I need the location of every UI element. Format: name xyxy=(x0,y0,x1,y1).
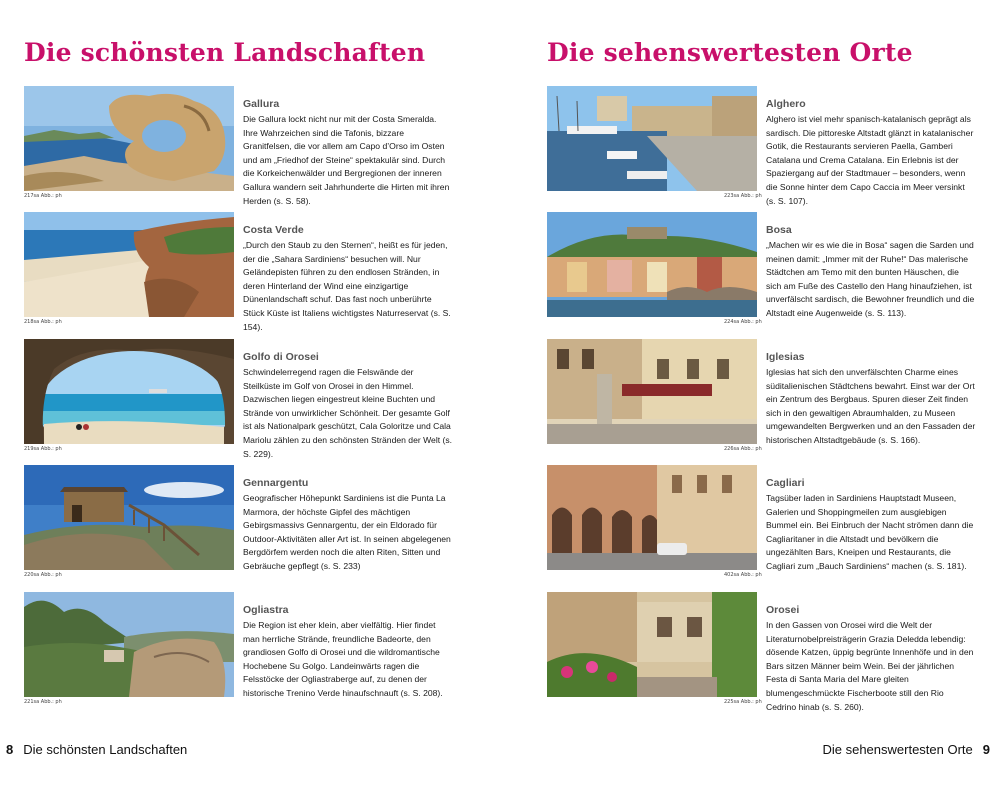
page-number: 9 xyxy=(982,742,990,757)
right-page xyxy=(500,0,1000,800)
entry-cagliari xyxy=(547,465,997,580)
entry-text: In den Gassen von Orosei wird die Welt der Literaturnobelpreisträgerin Grazia Deledda lebendig: dösende Katzen, üppig begrünte Innenhöfe und in den Bars sitzen Männer beim Wein. Bei der jährlichen Festa di Santa Maria del Mare gleiten blumengeschmückte Fischerboote still den Rio Cedrino hinab (s. S. 260). xyxy=(766,620,974,712)
mountain-hut-photo xyxy=(24,465,234,570)
rocky-hills-photo xyxy=(24,592,234,697)
arcade-street-photo xyxy=(547,465,757,570)
harbor-town-photo xyxy=(547,86,757,191)
dune-beach-photo xyxy=(24,212,234,317)
photo-credit: 217sa Abb.: ph xyxy=(24,193,62,199)
entry-title: Gennargentu xyxy=(243,477,309,489)
entry-text: Geografischer Höhepunkt Sardiniens ist die Punta La Marmora, der höchste Gipfel des mächtigen Gebirgsmassivs Gennargentu, der ein Eldorado für Outdoor-Aktivitäten aller Art ist. In seinen abgelegenen Bergdörfem werden noch die alten Riten, Sitten und Gebräuche gepflegt (s. S. 233) xyxy=(243,493,451,571)
photo-credit: 221sa Abb.: ph xyxy=(24,699,62,705)
photo-credit: 220sa Abb.: ph xyxy=(24,572,62,578)
entry-gennargentu xyxy=(24,465,494,580)
entry-text: Die Gallura lockt nicht nur mit der Costa Smeralda. Ihre Wahrzeichen sind die Tafonis, bizzare Granitfelsen, die vor allem am Capo d’Orso im Osten und am „Friedhof der Steine“ spektakulär sind. Durch die Korkeichenwälder und Bergregionen der inneren Gallura wandern seit Jahrhunderte die Hirten mit ihren Herden (s. S. 58). xyxy=(243,114,450,206)
entry-title: Alghero xyxy=(766,98,806,110)
entry-text: Tagsüber laden in Sardiniens Hauptstadt Museen, Galerien und Shoppingmeilen zum ausgiebigen Bummel ein. Bei Einbruch der Nacht strömen dann die Cagliaritaner in die Altstadt und bevölkern die ungezählten Bars, Kneipen und Restaurants, die Cagliari zum „Bauch Sardiniens“ machen (s. S. 181). xyxy=(766,493,974,571)
entry-title: Orosei xyxy=(766,604,800,616)
entry-gallura xyxy=(24,86,494,206)
right-page-title: Die sehenswertesten Orte xyxy=(547,38,913,67)
page-number: 8 xyxy=(6,742,14,757)
entry-text: Alghero ist viel mehr spanisch-katalanisch geprägt als sardisch. Die pittoreske Altstadt glänzt in katalanischer Gotik, die Restaurants servieren Paella, Gamberi Catalana und Crema Catalana. Ein Erlebnis ist der Spaziergang auf der Stadtmauer – besonders, wenn die Sonne hinter dem Capo Caccia im Meer versinkt (s. S. 107). xyxy=(766,114,974,206)
entry-iglesias xyxy=(547,339,997,454)
entry-title: Gallura xyxy=(243,98,280,110)
photo-credit: 225sa Abb.: ph xyxy=(724,699,762,705)
photo-credit: 219sa Abb.: ph xyxy=(24,446,62,452)
entry-ogliastra xyxy=(24,592,494,707)
entry-text: Schwindelerregend ragen die Felswände der Steilküste im Golf von Orosei in den Himmel. Dazwischen liegen eingestreut kleine Buchten und Strände von unwirklicher Schönheit. Der gesamte Golf ist als Nationalpark geschützt, Cala Goloritze und Cala Mariolu zählen zu den schönsten Stränden der Welt (s. S. 229). xyxy=(243,367,453,459)
entry-title: Iglesias xyxy=(766,351,805,363)
photo-credit: 402sa Abb.: ph xyxy=(724,572,762,578)
entry-title: Bosa xyxy=(766,224,792,236)
photo-credit: 218sa Abb.: ph xyxy=(24,319,62,325)
entry-title: Cagliari xyxy=(766,477,805,489)
entry-title: Costa Verde xyxy=(243,224,304,236)
sea-cave-photo xyxy=(24,339,234,444)
river-town-photo xyxy=(547,212,757,317)
left-page-title: Die schönsten Landschaften xyxy=(24,38,426,67)
entry-golfo-di-orosei xyxy=(24,339,494,459)
entry-text: „Durch den Staub zu den Sternen“, heißt es für jeden, der die „Sahara Sardiniens“ besuchen will. Nur Geländepisten führen zu den endlosen Stränden, in deren Hinterland der Wind eine einzigartige Dünenlandschaft schuf. Das fast noch unberührte Stück Küste ist Italiens wichtigstes Naturreservat (s. S. 154). xyxy=(243,240,451,332)
entry-costa-verde xyxy=(24,212,494,332)
right-footer xyxy=(822,742,990,757)
photo-credit: 223sa Abb.: ph xyxy=(724,193,762,199)
entry-text: Iglesias hat sich den unverfälschten Charme eines süditalienischen Städtchens bewahrt. Einst war der Ort ein Zentrum des Bergbaus. Spuren dieser Zeit finden sich in den gewaltigen Abraumhalden, zu Museen umgewandelten Bergwerken und an den Fassaden der historischen Altstadtgebäude (s. S. 166). xyxy=(766,367,976,445)
entry-alghero xyxy=(547,86,997,206)
entry-text: Die Region ist eher klein, aber vielfältig. Hier findet man herrliche Strände, freundliche Badeorte, den grandiosen Golfo di Orosei und die wildromantische Hochebene Su Golgo. Landeinwärts ragen die Felsstöcke der Ogliastraberge auf, zu denen der historische Trenino Verde hinaufschnauft (s. S. 208). xyxy=(243,620,443,698)
flower-alley-photo xyxy=(547,592,757,697)
entry-bosa xyxy=(547,212,997,327)
entry-orosei xyxy=(547,592,997,712)
granite-rock-coast-photo xyxy=(24,86,234,191)
photo-credit: 224sa Abb.: ph xyxy=(724,319,762,325)
entry-title: Ogliastra xyxy=(243,604,289,616)
running-head: Die sehenswertesten Orte xyxy=(822,742,973,757)
entry-title: Golfo di Orosei xyxy=(243,351,319,363)
left-footer xyxy=(6,742,187,757)
photo-credit: 226sa Abb.: ph xyxy=(724,446,762,452)
running-head: Die schönsten Landschaften xyxy=(23,742,188,757)
town-square-photo xyxy=(547,339,757,444)
entry-text: „Machen wir es wie die in Bosa“ sagen die Sarden und meinen damit: „Immer mit der Ruhe!“ Das malerische Städtchen am Temo mit den bunten Häuschen, die sich am Fuße des Castello den Hang hinaufziehen, ist unverfälscht sardisch, die Bewohner freundlich und die Altstadt eine Augenweide (s. S. 113). xyxy=(766,240,975,318)
